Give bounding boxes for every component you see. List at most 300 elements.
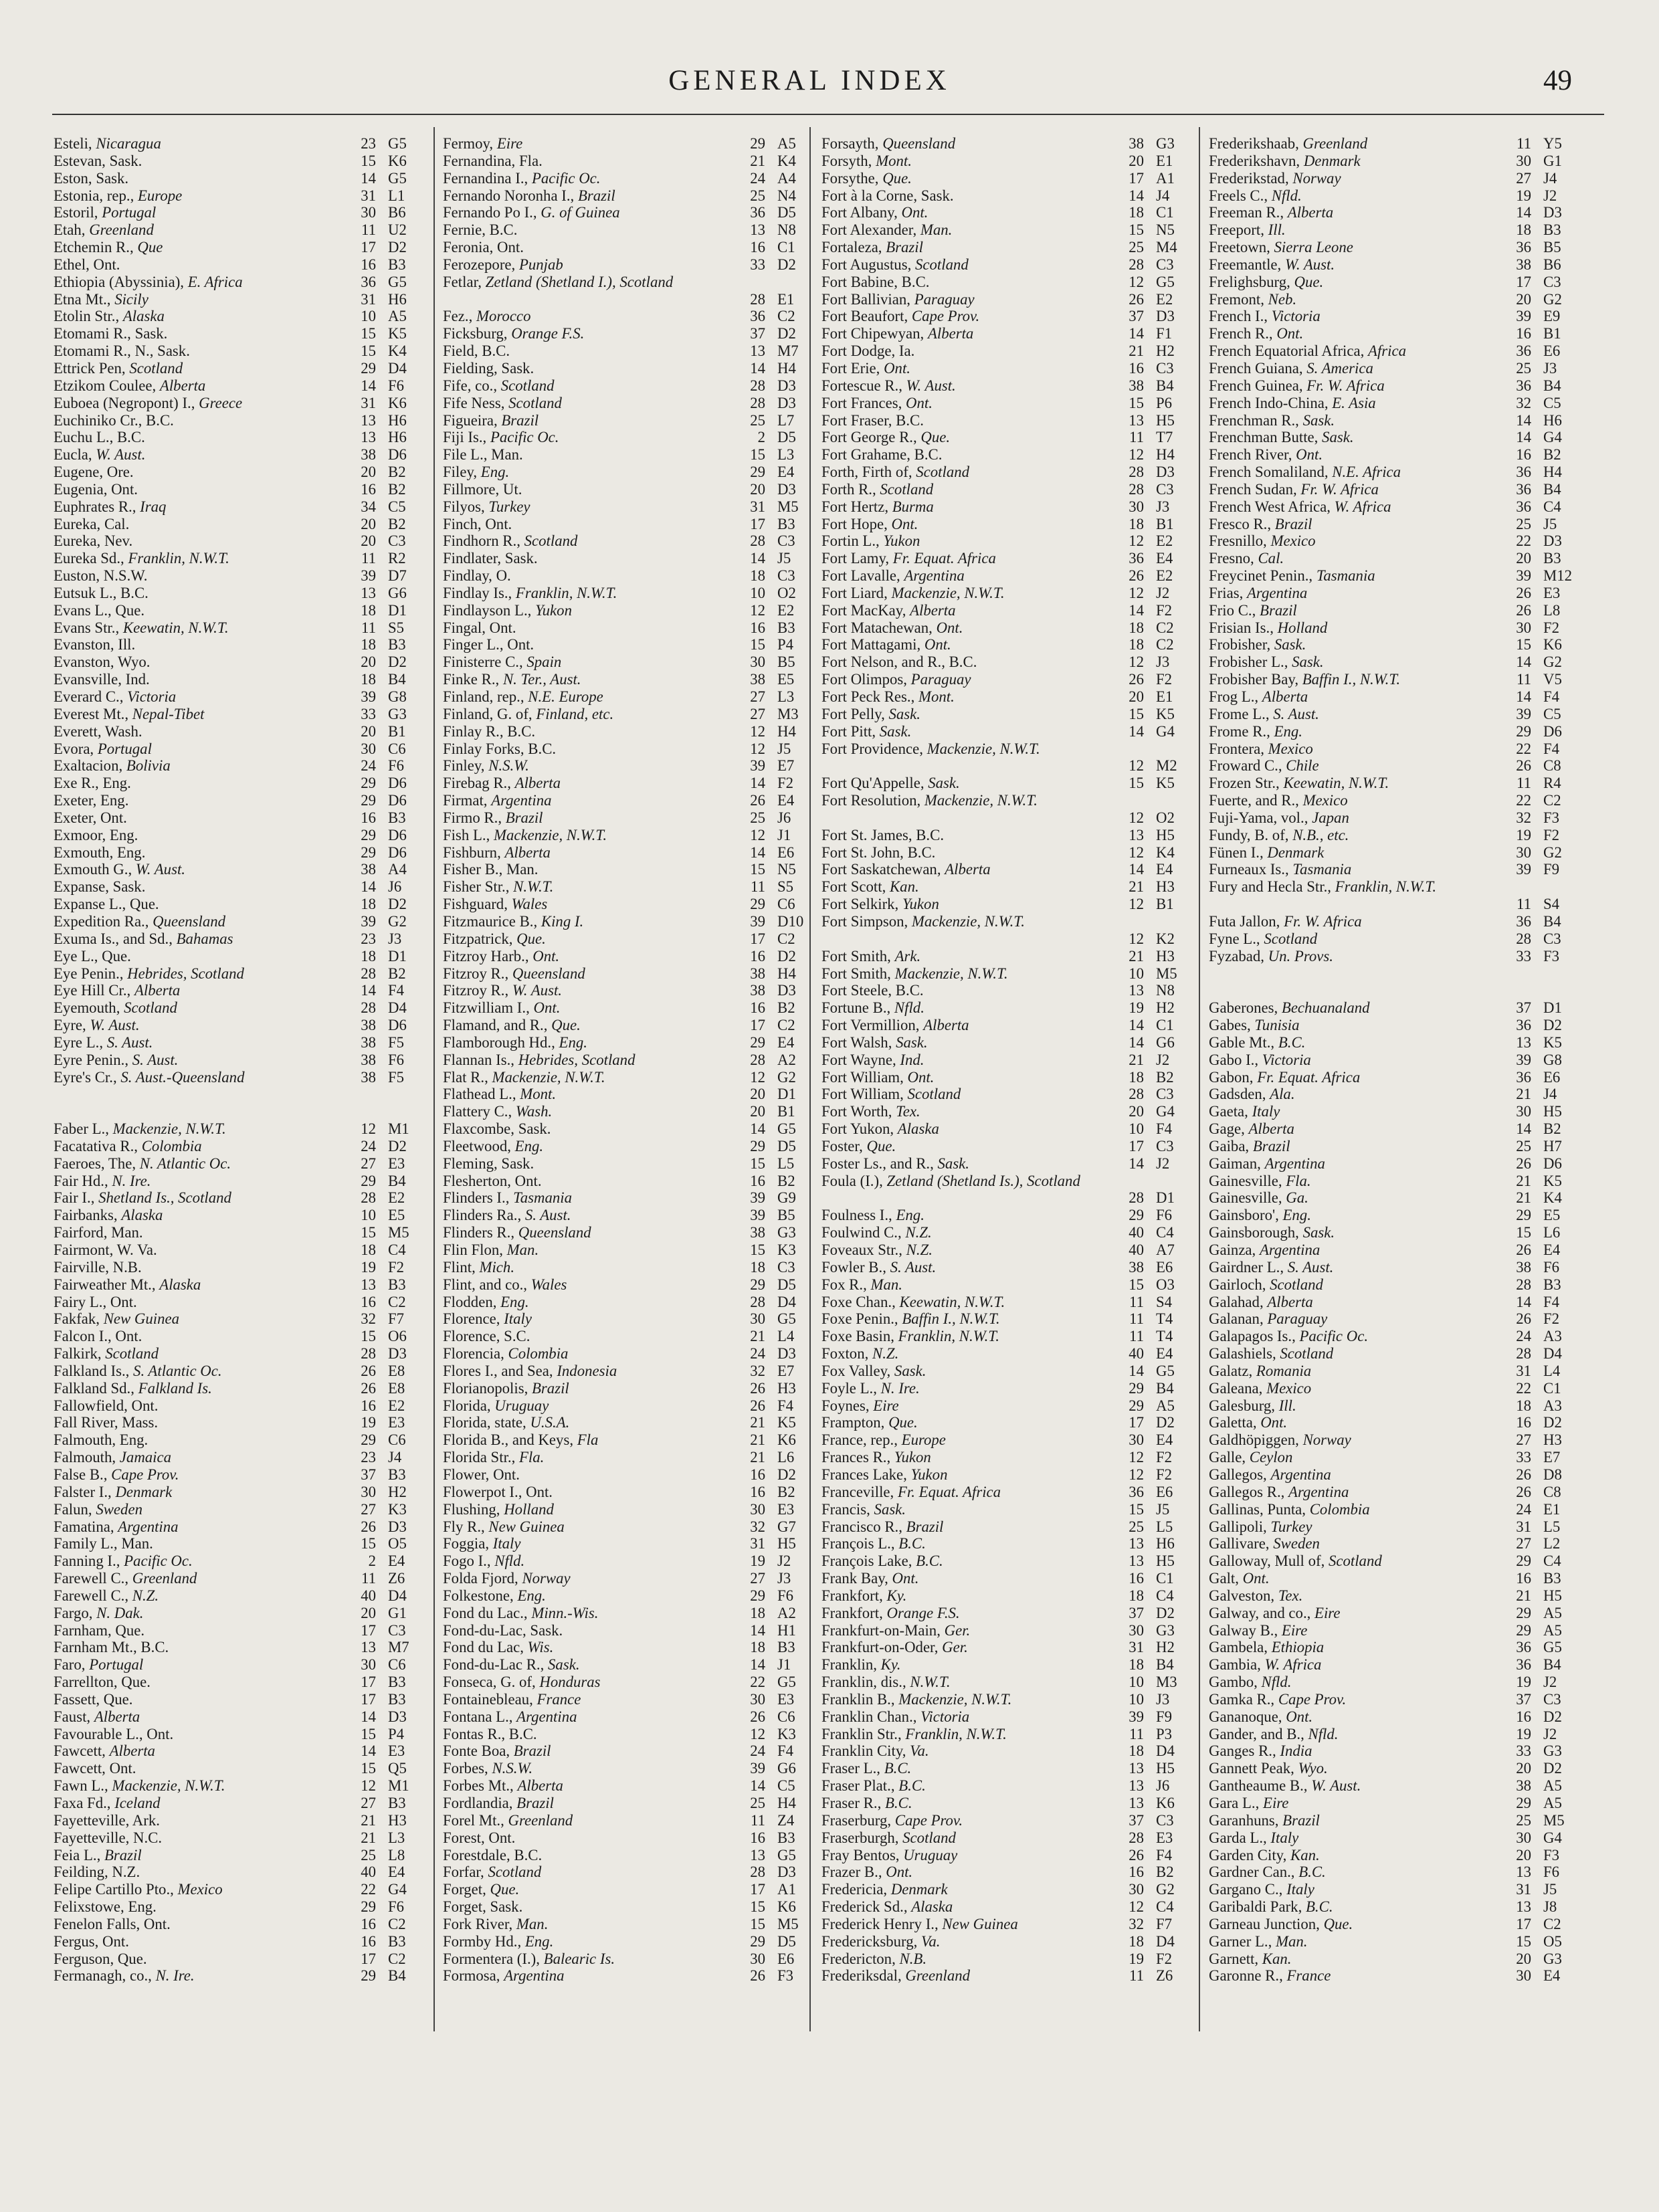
- entry-name: Flores I., and Sea, Indonesia: [443, 1362, 617, 1379]
- entry-page: 13: [1129, 1760, 1144, 1777]
- entry-name: Gamka R., Cape Prov.: [1209, 1690, 1347, 1708]
- entry-name: Garner L., Man.: [1209, 1932, 1308, 1950]
- entry-page: 21: [750, 152, 765, 169]
- index-entry: [443, 395, 824, 412]
- entry-name: Famatina, Argentina: [54, 1518, 179, 1535]
- entry-page: 27: [750, 1570, 765, 1587]
- entry-page: 26: [1516, 1241, 1531, 1258]
- entry-grid: J2: [777, 1552, 791, 1570]
- entry-grid: B3: [388, 636, 406, 653]
- entry-page: 26: [750, 1379, 765, 1397]
- entry-grid: C2: [1156, 619, 1174, 636]
- entry-page: 20: [361, 653, 376, 671]
- entry-region: Mackenzie, N.W.T.: [112, 1120, 226, 1138]
- entry-page: 19: [1516, 187, 1531, 204]
- entry-page: 14: [1129, 722, 1144, 740]
- index-entry: [54, 204, 435, 221]
- entry-grid: C4: [1543, 1552, 1561, 1570]
- entry-grid: B2: [388, 965, 406, 982]
- entry-grid: B4: [388, 671, 406, 688]
- entry-region: Nfld.: [1261, 1674, 1292, 1691]
- entry-region: Baffin I., N.W.T.: [902, 1310, 1000, 1328]
- entry-grid: F6: [388, 1898, 405, 1916]
- entry-region: Cape Prov.: [111, 1466, 179, 1483]
- entry-page: 15: [750, 861, 765, 878]
- index-entry: [443, 757, 824, 775]
- entry-region: Argentina: [1288, 1483, 1349, 1500]
- entry-name: Fortin L., Yukon: [821, 532, 920, 550]
- index-entry: [821, 948, 1203, 965]
- entry-grid: M4: [1156, 239, 1177, 256]
- entry-page: 15: [750, 1154, 765, 1172]
- entry-page: 14: [361, 1742, 376, 1760]
- entry-grid: H5: [1156, 411, 1175, 429]
- index-entry: [821, 1431, 1203, 1449]
- index-entry: [821, 1017, 1203, 1034]
- entry-grid: K6: [388, 394, 407, 411]
- index-entry: [821, 1760, 1203, 1777]
- index-entry: [1209, 1414, 1590, 1431]
- index-entry: [443, 1570, 824, 1587]
- index-entry: [54, 861, 435, 878]
- entry-region: Ont.: [1260, 1414, 1288, 1431]
- entry-page: 36: [1516, 1068, 1531, 1086]
- entry-region: Argentina: [904, 567, 965, 585]
- entry-name: Gaeta, Italy: [1209, 1103, 1280, 1120]
- entry-grid: E6: [1156, 1483, 1173, 1500]
- index-entry: [443, 1864, 824, 1881]
- entry-region: Mexico: [1268, 740, 1313, 757]
- entry-name: Garda L., Italy: [1209, 1829, 1299, 1846]
- entry-region: Wis.: [527, 1639, 554, 1656]
- entry-grid: G3: [1156, 1621, 1175, 1639]
- entry-name: Forsayth, Queensland: [821, 135, 956, 152]
- entry-region: Tex.: [1278, 1587, 1303, 1604]
- entry-region: Scotland: [1328, 1552, 1382, 1570]
- entry-region: Falkland Is.: [138, 1379, 212, 1397]
- entry-region: Man.: [920, 221, 953, 239]
- entry-page: 19: [361, 1414, 376, 1431]
- entry-region: Scotland: [524, 532, 578, 550]
- entry-page: 33: [1516, 1742, 1531, 1760]
- entry-grid: B5: [1543, 239, 1561, 256]
- index-entry: [443, 1639, 824, 1656]
- entry-region: S. Aust.: [106, 1033, 153, 1051]
- entry-name: Feilding, N.Z.: [54, 1864, 140, 1881]
- index-entry: [1209, 1328, 1590, 1345]
- entry-name: Etomami R., Sask.: [54, 325, 168, 342]
- entry-page: 17: [361, 1674, 376, 1691]
- entry-page: 25: [1516, 359, 1531, 377]
- index-entry: [821, 1570, 1203, 1587]
- entry-region: Portugal: [89, 1656, 144, 1674]
- index-entry: [443, 1674, 824, 1691]
- entry-region: W. Aust.: [135, 861, 185, 878]
- entry-name: Florida, Uruguay: [443, 1397, 549, 1414]
- entry-page: 24: [750, 1345, 765, 1363]
- entry-page: 39: [1516, 861, 1531, 878]
- entry-region: Bahamas: [176, 930, 233, 947]
- entry-page: 25: [750, 809, 765, 826]
- index-entry: [1209, 1691, 1590, 1708]
- section-gap: [54, 1086, 435, 1120]
- entry-grid: H6: [388, 290, 407, 308]
- entry-name: Fort Erie, Ont.: [821, 359, 910, 377]
- entry-grid: E6: [1156, 1258, 1173, 1276]
- entry-region: Fla.: [1286, 1172, 1311, 1189]
- entry-region: Alberta: [1248, 1120, 1294, 1138]
- entry-grid: D5: [777, 204, 796, 221]
- entry-region: Scotland: [1270, 1276, 1323, 1293]
- entry-grid: Z6: [1156, 1967, 1173, 1985]
- entry-page: 37: [1129, 308, 1144, 325]
- entry-region: Eng.: [1282, 1207, 1311, 1224]
- entry-page: 36: [1516, 342, 1531, 360]
- entry-grid: J1: [777, 826, 791, 843]
- entry-name: Fortune B., Nfld.: [821, 999, 924, 1017]
- index-entry: [443, 1414, 824, 1431]
- entry-page: 18: [750, 567, 765, 585]
- entry-page: 16: [750, 947, 765, 965]
- entry-page: 40: [361, 1864, 376, 1881]
- entry-grid: H7: [1543, 1137, 1562, 1154]
- entry-grid: D4: [1156, 1932, 1175, 1950]
- index-entry: [1209, 412, 1590, 429]
- index-entry: [54, 1189, 435, 1207]
- entry-page: 22: [750, 1674, 765, 1691]
- entry-page: 12: [1129, 273, 1144, 290]
- entry-name: French River, Ont.: [1209, 446, 1323, 464]
- entry-name: Fort Frances, Ont.: [821, 394, 933, 411]
- entry-region: Brazil: [501, 411, 539, 429]
- index-entry: [54, 1155, 435, 1173]
- entry-grid: C8: [1543, 757, 1561, 775]
- index-entry: [1209, 429, 1590, 446]
- index-entry: [1209, 1155, 1590, 1173]
- index-entry: [443, 619, 824, 637]
- entry-page: 11: [751, 1811, 765, 1829]
- entry-grid: F6: [1543, 1258, 1560, 1276]
- index-entry: [821, 1691, 1203, 1708]
- index-entry: [821, 671, 1203, 688]
- entry-page: 21: [1129, 342, 1144, 360]
- entry-region: Brazil: [532, 1379, 569, 1397]
- entry-region: Scotland: [907, 1086, 961, 1103]
- entry-name: Frazer B., Ont.: [821, 1864, 913, 1881]
- entry-region: Brazil: [1274, 515, 1312, 532]
- entry-name: Freeport, Ill.: [1209, 221, 1286, 239]
- index-entry: [54, 844, 435, 862]
- entry-region: B.C.: [1298, 1864, 1326, 1881]
- entry-region: N.W.T.: [910, 1674, 951, 1691]
- index-entry: [54, 1431, 435, 1449]
- entry-name: Eugene, Ore.: [54, 464, 134, 481]
- entry-name: Flint, Mich.: [443, 1258, 515, 1276]
- index-entry: [443, 913, 824, 930]
- index-entry: [821, 1086, 1203, 1103]
- entry-page: 21: [1516, 1086, 1531, 1103]
- entry-name: Fairbanks, Alaska: [54, 1207, 163, 1224]
- entry-grid: B1: [777, 1103, 795, 1120]
- index-entry: [1209, 1224, 1590, 1241]
- entry-name: Frome L., S. Aust.: [1209, 705, 1319, 722]
- entry-region: Punjab: [518, 256, 563, 273]
- entry-grid: G6: [1156, 1033, 1175, 1051]
- entry-region: Victoria: [127, 688, 177, 705]
- entry-grid: L3: [777, 688, 795, 705]
- entry-grid: E6: [1543, 1068, 1561, 1086]
- entry-name: Fairweather Mt., Alaska: [54, 1276, 201, 1293]
- entry-grid: D1: [388, 601, 407, 619]
- entry-page: 38: [750, 982, 765, 999]
- entry-page: 29: [361, 775, 376, 792]
- entry-region: S. Aust.-Queensland: [120, 1068, 245, 1086]
- index-entry: [1209, 723, 1590, 740]
- entry-page: 26: [1129, 671, 1144, 688]
- index-entry: [1209, 1933, 1590, 1950]
- entry-page: 14: [1129, 325, 1144, 342]
- entry-region: Que.: [551, 1017, 581, 1034]
- entry-name: Gananoque, Ont.: [1209, 1708, 1313, 1725]
- entry-region: B.C.: [1278, 1033, 1306, 1051]
- entry-grid: M2: [1156, 757, 1177, 775]
- entry-region: Zetland (Shetland I.), Scotland: [485, 273, 674, 290]
- index-entry: [821, 239, 1203, 256]
- entry-name: Firebag R., Alberta: [443, 775, 561, 792]
- entry-name: Fernie, B.C.: [443, 221, 518, 239]
- entry-page: 14: [361, 982, 376, 999]
- index-entry: [821, 1103, 1203, 1120]
- entry-grid: H2: [388, 1483, 407, 1500]
- entry-name: Fraser R., B.C.: [821, 1795, 912, 1811]
- entry-region: Ont.: [1286, 1708, 1313, 1725]
- entry-grid: C2: [777, 1017, 795, 1034]
- entry-region: Pacific Oc.: [1299, 1328, 1369, 1345]
- entry-region: Brazil: [1260, 601, 1297, 619]
- entry-grid: J6: [777, 809, 791, 826]
- entry-grid: O5: [388, 1535, 407, 1552]
- entry-region: Eng.: [480, 464, 510, 481]
- entry-region: Sask.: [879, 722, 912, 740]
- entry-region: Ont.: [1296, 446, 1323, 464]
- entry-name: Fredericksburg, Va.: [821, 1932, 941, 1950]
- entry-region: Scotland: [916, 464, 970, 481]
- entry-page: 12: [750, 1725, 765, 1742]
- entry-region: N. Dak.: [96, 1604, 144, 1621]
- entry-region: Mackenzie, N.W.T.: [494, 826, 607, 843]
- entry-region: N.W.T.: [513, 878, 554, 896]
- entry-grid: F6: [777, 1587, 794, 1604]
- entry-page: 20: [361, 722, 376, 740]
- entry-name: French Guiana, S. America: [1209, 359, 1373, 377]
- entry-region: Nepal-Tibet: [132, 705, 205, 722]
- index-entry: [443, 412, 824, 429]
- index-entry: [821, 1034, 1203, 1051]
- entry-page: 27: [361, 1795, 376, 1811]
- entry-grid: D3: [777, 377, 796, 394]
- entry-name: Felipe Cartillo Pto., Mexico: [54, 1881, 223, 1898]
- entry-name: Exuma Is., and Sd., Bahamas: [54, 930, 233, 947]
- entry-region: W. Aust.: [1311, 1777, 1361, 1795]
- entry-page: 12: [1129, 532, 1144, 550]
- entry-grid: D3: [777, 1345, 796, 1363]
- entry-region: Nfld.: [494, 1552, 525, 1570]
- entry-region: Ind.: [900, 1051, 924, 1068]
- entry-region: Scotland: [488, 1864, 542, 1881]
- entry-name: Foxe Basin, Franklin, N.W.T.: [821, 1328, 999, 1345]
- index-entry: [54, 342, 435, 360]
- entry-grid: J2: [1543, 187, 1557, 204]
- entry-page: 28: [1516, 1345, 1531, 1363]
- entry-name: Eye L., Que.: [54, 947, 131, 965]
- index-entry: [821, 1484, 1203, 1501]
- entry-name: Gallegos R., Argentina: [1209, 1483, 1349, 1500]
- entry-grid: B3: [777, 1639, 795, 1656]
- entry-page: 18: [361, 601, 376, 619]
- entry-grid: K5: [777, 1414, 796, 1431]
- index-entry: [443, 585, 824, 602]
- entry-grid: H5: [1543, 1587, 1562, 1604]
- index-entry: [821, 308, 1203, 325]
- entry-page: 21: [1129, 1051, 1144, 1068]
- entry-name: Fermoy, Eire: [443, 135, 523, 152]
- entry-region: Alberta: [1287, 204, 1334, 221]
- index-entry: [54, 1967, 435, 1985]
- index-entry: [821, 1726, 1203, 1743]
- index-entry: [821, 688, 1203, 706]
- entry-name: Foula (I.), Zetland (Shetland Is.), Scotland: [821, 1172, 1080, 1189]
- entry-page: 16: [361, 480, 376, 498]
- entry-region: W. Africa: [1334, 498, 1391, 515]
- entry-page: 24: [361, 1137, 376, 1154]
- entry-region: N. Ire.: [155, 1967, 195, 1985]
- entry-grid: B2: [388, 515, 406, 532]
- entry-grid: G9: [777, 1189, 796, 1207]
- index-entry: [821, 1622, 1203, 1639]
- entry-grid: E7: [777, 1362, 795, 1379]
- entry-name: Fort Liard, Mackenzie, N.W.T.: [821, 584, 1005, 601]
- entry-grid: C6: [388, 1431, 406, 1449]
- entry-region: Alberta: [134, 982, 181, 999]
- index-entry: [54, 412, 435, 429]
- entry-grid: O2: [777, 584, 796, 601]
- entry-name: Fairville, N.B.: [54, 1258, 142, 1276]
- index-entry: [54, 1363, 435, 1380]
- index-entry: [1209, 1276, 1590, 1294]
- entry-name: Frobisher Bay, Baffin I., N.W.T.: [1209, 671, 1401, 688]
- entry-page: 15: [1129, 1276, 1144, 1293]
- entry-grid: C2: [1543, 792, 1561, 809]
- index-entry: [1209, 1449, 1590, 1466]
- entry-page: 37: [1516, 999, 1531, 1017]
- entry-page: 36: [1129, 550, 1144, 567]
- entry-page: 20: [1516, 290, 1531, 308]
- entry-page: 16: [361, 809, 376, 826]
- entry-page: 39: [1516, 705, 1531, 722]
- entry-page: 17: [361, 1621, 376, 1639]
- entry-name: Folda Fjord, Norway: [443, 1570, 571, 1587]
- entry-grid: D2: [777, 947, 796, 965]
- index-entry: [54, 1847, 435, 1864]
- index-entry: [821, 464, 1203, 481]
- entry-name: Fort Ballivian, Paraguay: [821, 290, 975, 308]
- index-entry: [54, 1449, 435, 1466]
- entry-page: 11: [361, 550, 376, 567]
- index-entry: [821, 636, 1203, 653]
- entry-region: Holland: [1277, 619, 1328, 636]
- entry-name: Frobisher L., Sask.: [1209, 653, 1324, 671]
- entry-page: 31: [1516, 1518, 1531, 1535]
- entry-name: Freels C., Nfld.: [1209, 187, 1302, 204]
- index-entry: [1209, 221, 1590, 239]
- entry-page: 10: [1129, 1690, 1144, 1708]
- entry-page: 31: [750, 498, 765, 515]
- index-entry: [821, 585, 1203, 602]
- entry-page: 17: [361, 239, 376, 256]
- entry-page: 13: [361, 411, 376, 429]
- entry-region: Que.: [920, 429, 951, 446]
- entry-region: Iraq: [140, 498, 167, 515]
- entry-name: Foveaux Str., N.Z.: [821, 1241, 933, 1258]
- entry-region: Cape Prov.: [894, 1811, 963, 1829]
- entry-name: Fargo, N. Dak.: [54, 1604, 144, 1621]
- entry-name: Fort Vermillion, Alberta: [821, 1017, 969, 1034]
- entry-page: 16: [750, 1172, 765, 1189]
- entry-grid: E2: [1156, 567, 1173, 585]
- entry-name: Forestdale, B.C.: [443, 1846, 543, 1864]
- entry-name: Eureka Sd., Franklin, N.W.T.: [54, 550, 229, 567]
- index-entry: [1209, 1881, 1590, 1898]
- index-entry: [821, 792, 1203, 827]
- entry-region: S. Aust.: [890, 1258, 937, 1276]
- entry-name: Formentera (I.), Balearic Is.: [443, 1950, 615, 1967]
- entry-page: 17: [1129, 1137, 1144, 1154]
- entry-grid: J8: [1543, 1898, 1557, 1916]
- index-entry: [54, 1466, 435, 1484]
- entry-region: Colombia: [1309, 1500, 1370, 1518]
- entry-page: 28: [1129, 1086, 1144, 1103]
- entry-page: 34: [361, 498, 376, 515]
- entry-region: G. of Guinea: [541, 204, 620, 221]
- index-entry: [443, 1605, 824, 1622]
- index-entry: [54, 221, 435, 239]
- entry-name: Evans L., Que.: [54, 601, 145, 619]
- entry-grid: K6: [388, 152, 407, 169]
- entry-name: Farewell C., N.Z.: [54, 1587, 159, 1604]
- entry-name: Gallipoli, Turkey: [1209, 1518, 1312, 1535]
- entry-name: Exe R., Eng.: [54, 775, 131, 792]
- index-entry: [1209, 671, 1590, 688]
- entry-page: 26: [361, 1362, 376, 1379]
- entry-region: Holland: [504, 1500, 554, 1518]
- entry-name: Eureka, Nev.: [54, 532, 133, 550]
- index-entry: [443, 1916, 824, 1933]
- index-entry: [443, 930, 824, 948]
- index-entry: [821, 1363, 1203, 1380]
- entry-page: 27: [361, 1500, 376, 1518]
- entry-grid: B3: [1543, 1276, 1561, 1293]
- entry-page: 22: [1516, 792, 1531, 809]
- entry-grid: T4: [1156, 1328, 1173, 1345]
- index-entry: [54, 913, 435, 930]
- entry-name: Fort Worth, Tex.: [821, 1103, 920, 1120]
- entry-page: 29: [750, 1587, 765, 1604]
- entry-page: 18: [361, 947, 376, 965]
- index-entry: [1209, 706, 1590, 723]
- entry-page: 40: [1129, 1224, 1144, 1241]
- entry-grid: A2: [777, 1051, 796, 1068]
- entry-page: 27: [1516, 1431, 1531, 1449]
